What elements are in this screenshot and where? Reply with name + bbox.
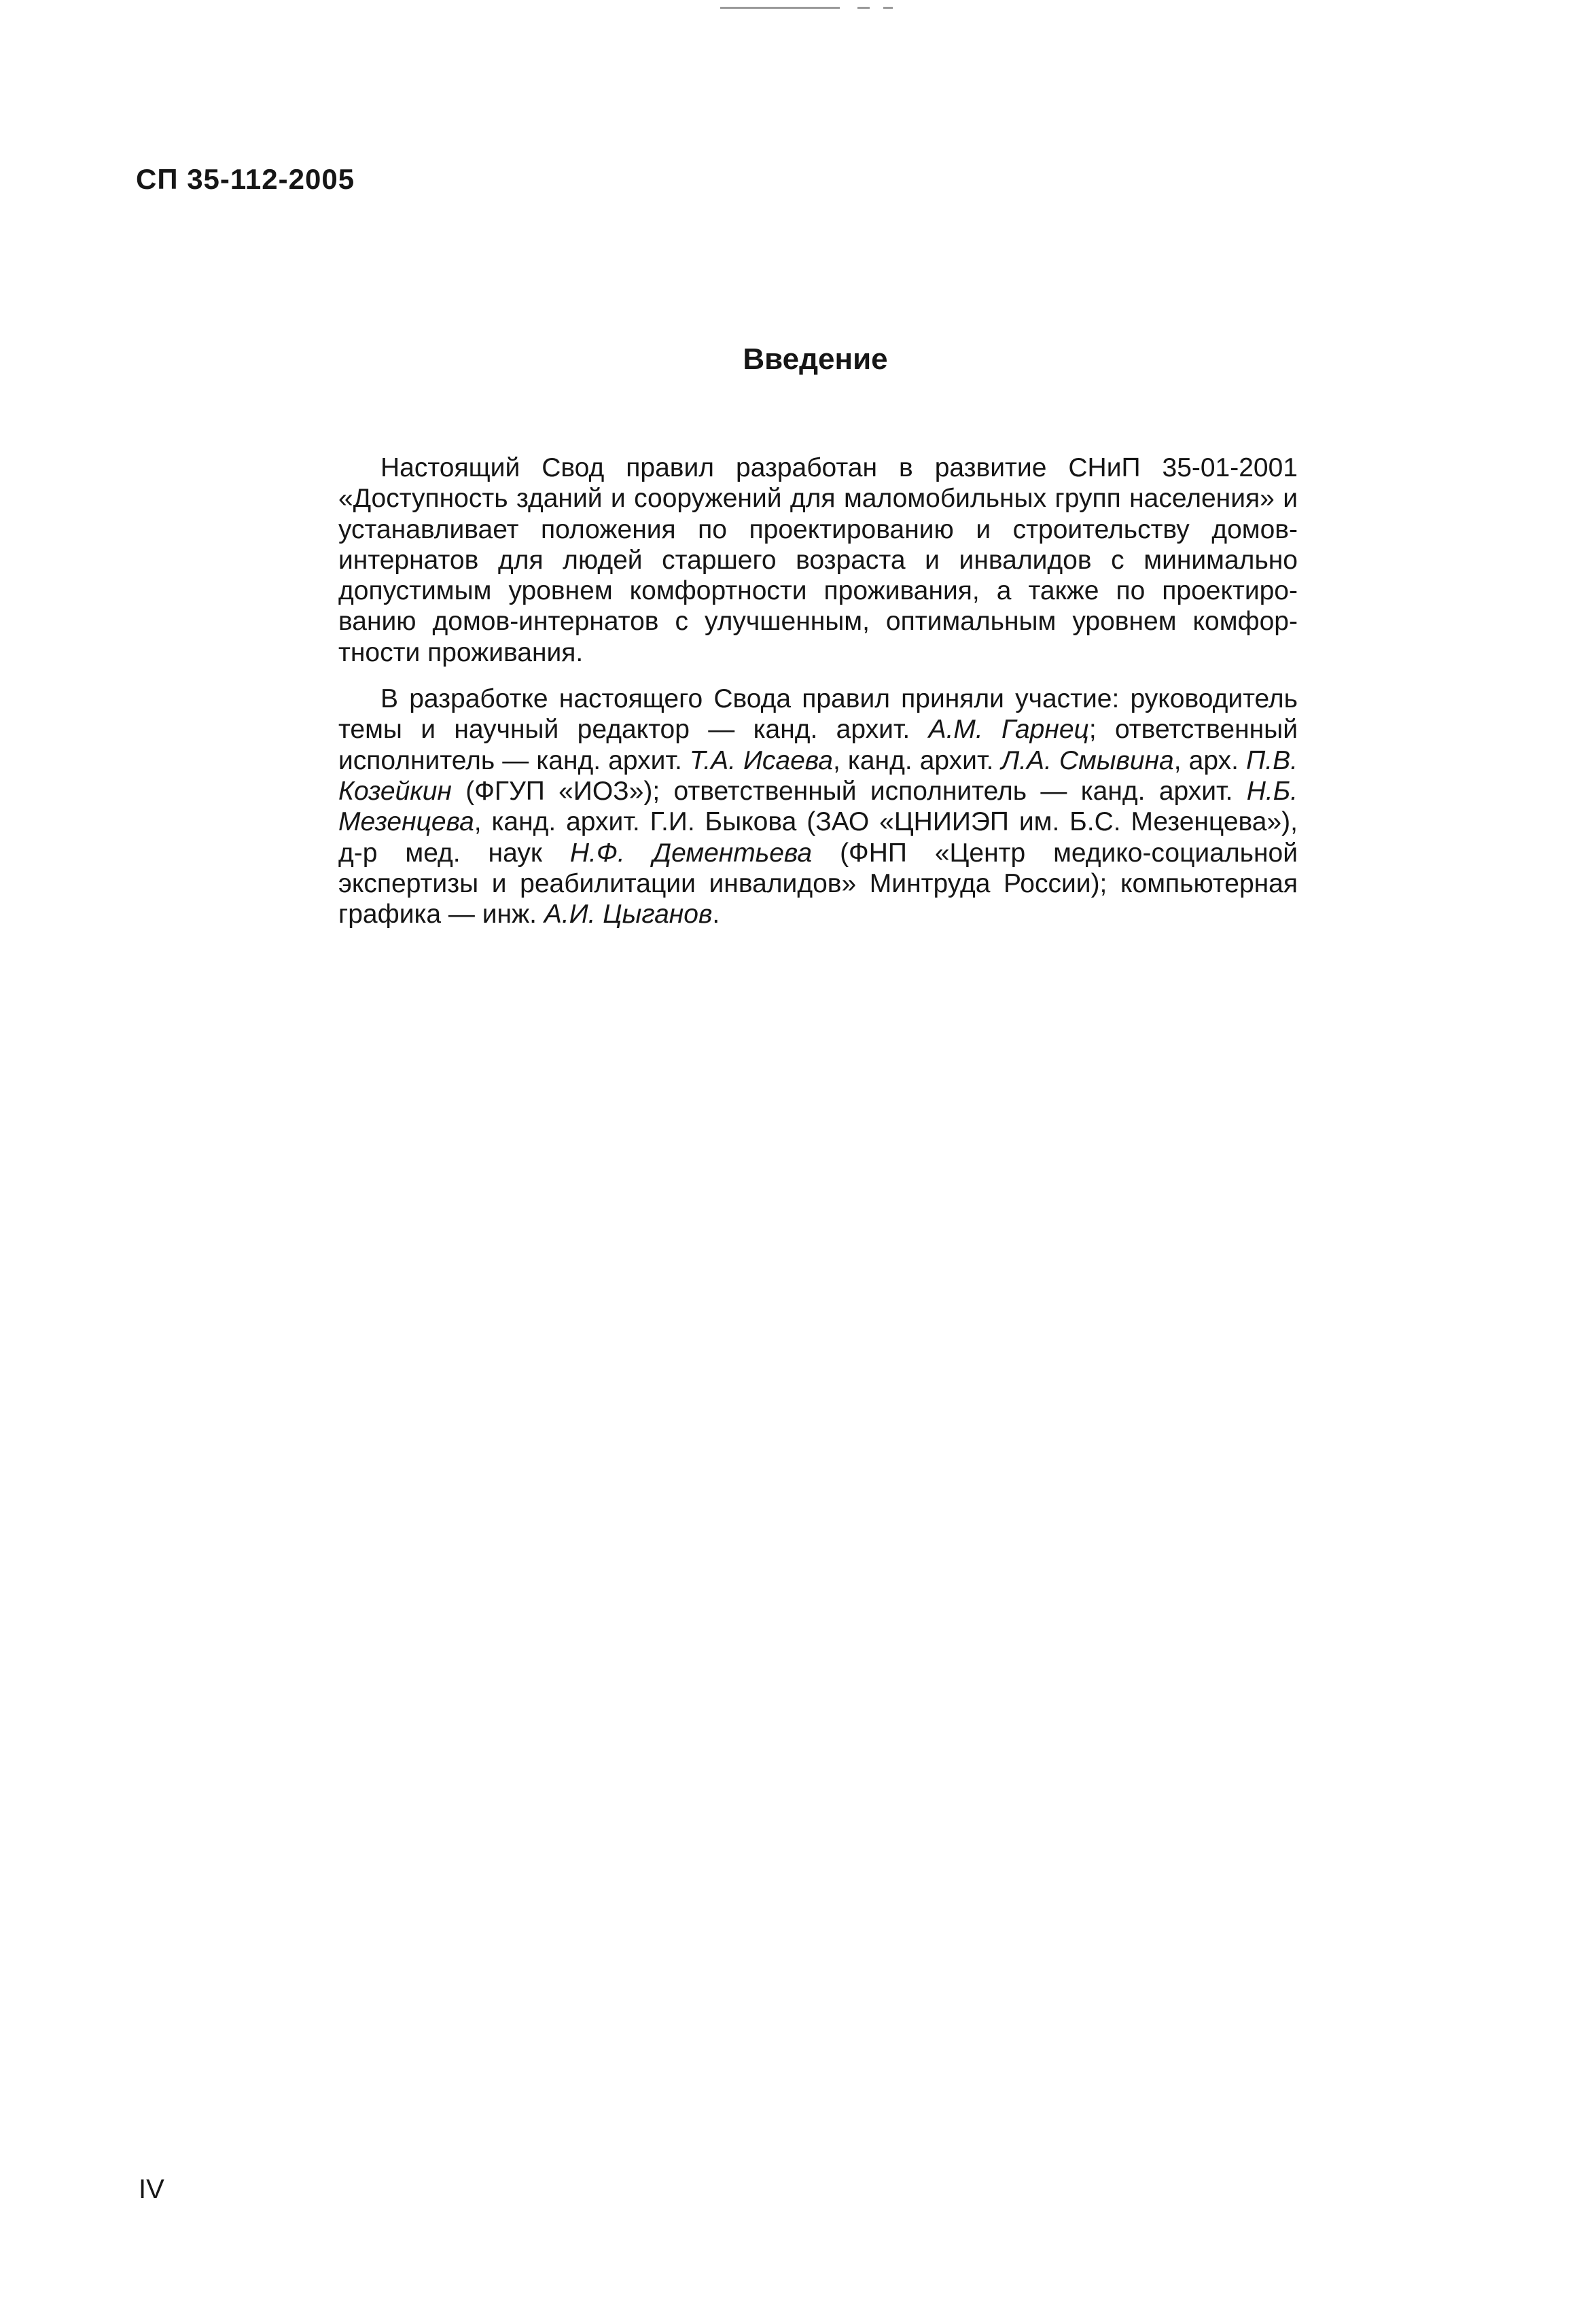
person-name: А.М. Гарнец (928, 715, 1089, 745)
person-name: Н.Ф. Дементьева (569, 838, 813, 868)
paragraph-2 (338, 684, 1298, 930)
text-fragment: В разработке настоящего Свода правил приняли участие: руководитель темы и научный редактор — канд. архит. (338, 684, 1298, 745)
document-code: СП 35-112-2005 (136, 163, 355, 195)
scan-mark (720, 7, 840, 9)
person-name: Н.Б. Мезенцева (338, 776, 1298, 837)
text-fragment: (ФГУП «ИОЗ»); ответственный исполнитель — канд. архит. (451, 776, 1247, 806)
scan-mark (857, 7, 870, 9)
text-fragment: ; ответственный исполнитель — канд. архит. (338, 715, 1298, 775)
text-fragment: . (712, 900, 720, 930)
text-fragment: (ФНП «Центр медико-социальной экспертизы и реабилитации инвалидов» Минтруда России); компьютерная графика — инж. (338, 838, 1298, 930)
text-fragment: , канд. архит. (833, 745, 1001, 775)
person-name: Т.А. Исаева (689, 745, 833, 775)
person-name: Л.А. Смывина (1001, 745, 1174, 775)
person-name: А.И. Цыганов (544, 900, 713, 930)
body-text (338, 453, 1298, 945)
paragraph-1: Настоящий Свод правил разработан в развитие СНиП 35-01-2001 «Доступность зданий и сооружений для маломобильных групп населения» и устанавливает положения по проектированию и строительству домовинтернатов для людей старшего возраста и инвалидов с минимально допустимым уровнем комфортности проживания, а также по проектированию домов-интернатов с улучшенным, оптимальным уровнем комфортности проживания. (338, 453, 1298, 667)
scan-mark (883, 7, 893, 9)
person-name: П.В. Козейкин (338, 745, 1298, 806)
section-title: Введение (743, 342, 888, 376)
page-number: IV (139, 2174, 164, 2204)
text-fragment: , канд. архит. Г.И. Быкова (ЗАО «ЦНИИЭП им. Б.С. Мезенцева»), д-р мед. наук (338, 807, 1298, 868)
text-fragment: , арх. (1173, 745, 1247, 775)
